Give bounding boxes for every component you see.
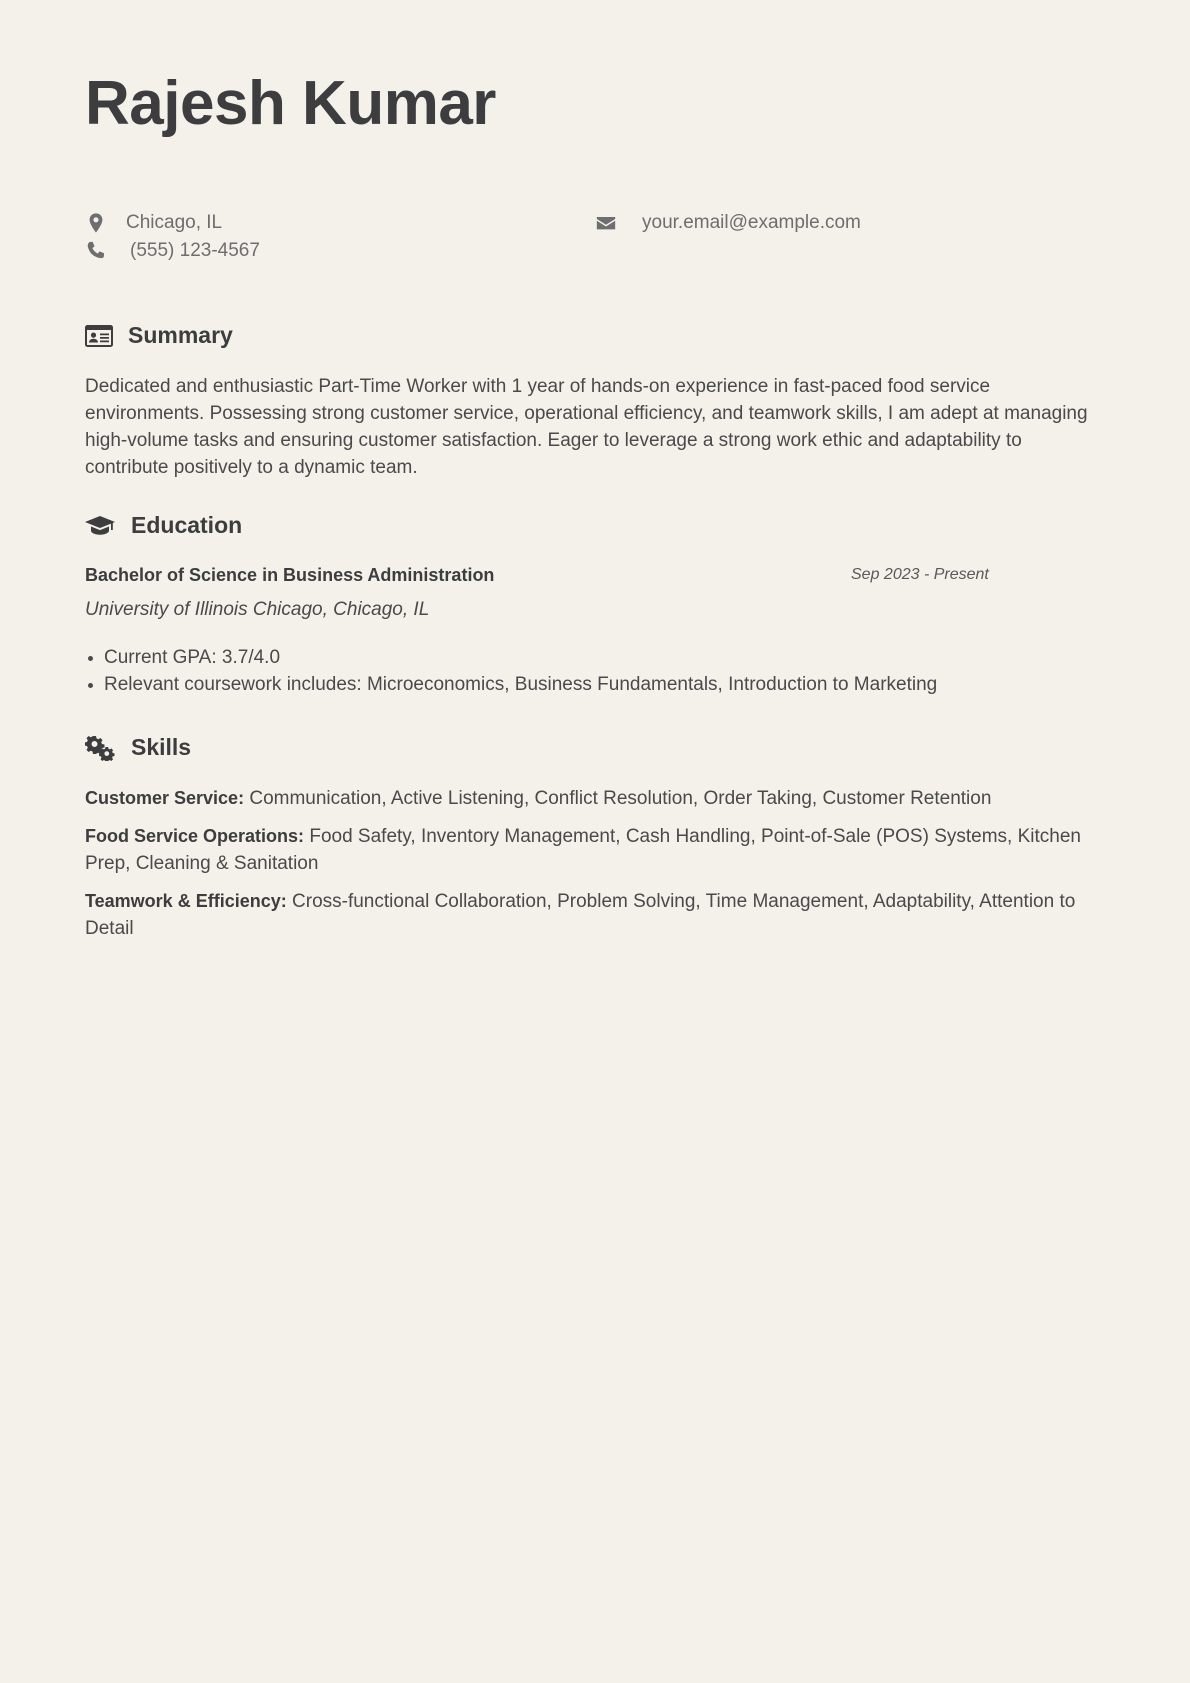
skill-group-label: Teamwork & Efficiency: xyxy=(85,891,287,911)
candidate-name: Rajesh Kumar xyxy=(85,69,496,138)
skills-title: Skills xyxy=(131,734,192,760)
list-item: Current GPA: 3.7/4.0 xyxy=(85,644,937,671)
education-dates: Sep 2023 - Present xyxy=(851,566,989,583)
summary-title: Summary xyxy=(128,322,233,348)
contact-location xyxy=(85,212,222,234)
skill-group-food-service xyxy=(85,823,1105,877)
phone-text: (555) 123-4567 xyxy=(130,240,260,261)
location-text: Chicago, IL xyxy=(126,212,223,233)
phone-icon xyxy=(85,240,107,262)
education-bullets xyxy=(85,644,937,698)
gears-icon xyxy=(85,735,115,761)
email-link[interactable]: your.email@example.com xyxy=(642,212,861,233)
education-heading xyxy=(85,512,242,539)
list-item: Relevant coursework includes: Microeconomics, Business Fundamentals, Introduction to Marketing xyxy=(85,671,937,698)
skill-group-label: Food Service Operations: xyxy=(85,826,305,846)
envelope-icon xyxy=(595,212,617,234)
summary-heading xyxy=(85,322,233,349)
skill-group-items: Communication, Active Listening, Conflict Resolution, Order Taking, Customer Retention xyxy=(249,788,992,809)
school-name: University of Illinois Chicago, Chicago, IL xyxy=(85,599,430,620)
degree-title: Bachelor of Science in Business Administration xyxy=(85,565,495,585)
skills-heading xyxy=(85,734,191,761)
education-title: Education xyxy=(131,512,243,538)
graduation-cap-icon xyxy=(85,514,115,538)
contact-phone xyxy=(85,240,260,262)
skill-group-items: Cross-functional Collaboration, Problem Solving, Time Management, Adaptability, Attention to Detail xyxy=(85,891,1076,939)
summary-text: Dedicated and enthusiastic Part-Time Worker with 1 year of hands-on experience in fast-paced food service environments. Possessing strong customer service, operational efficiency, and teamwork skills, I am adept at managing high-volume tasks and ensuring customer satisfaction. Eager to leverage a strong work ethic and adaptability to contribute positively to a dynamic team. xyxy=(85,376,1088,478)
skill-group-items: Food Safety, Inventory Management, Cash Handling, Point-of-Sale (POS) Systems, Kitchen Prep, Cleaning & Sanitation xyxy=(85,826,1081,874)
contact-email[interactable] xyxy=(595,212,861,234)
map-marker-icon xyxy=(85,212,107,234)
id-card-icon xyxy=(85,325,113,347)
skill-group-customer-service xyxy=(85,785,1105,812)
skill-group-label: Customer Service: xyxy=(85,788,245,808)
skill-group-teamwork xyxy=(85,888,1105,942)
